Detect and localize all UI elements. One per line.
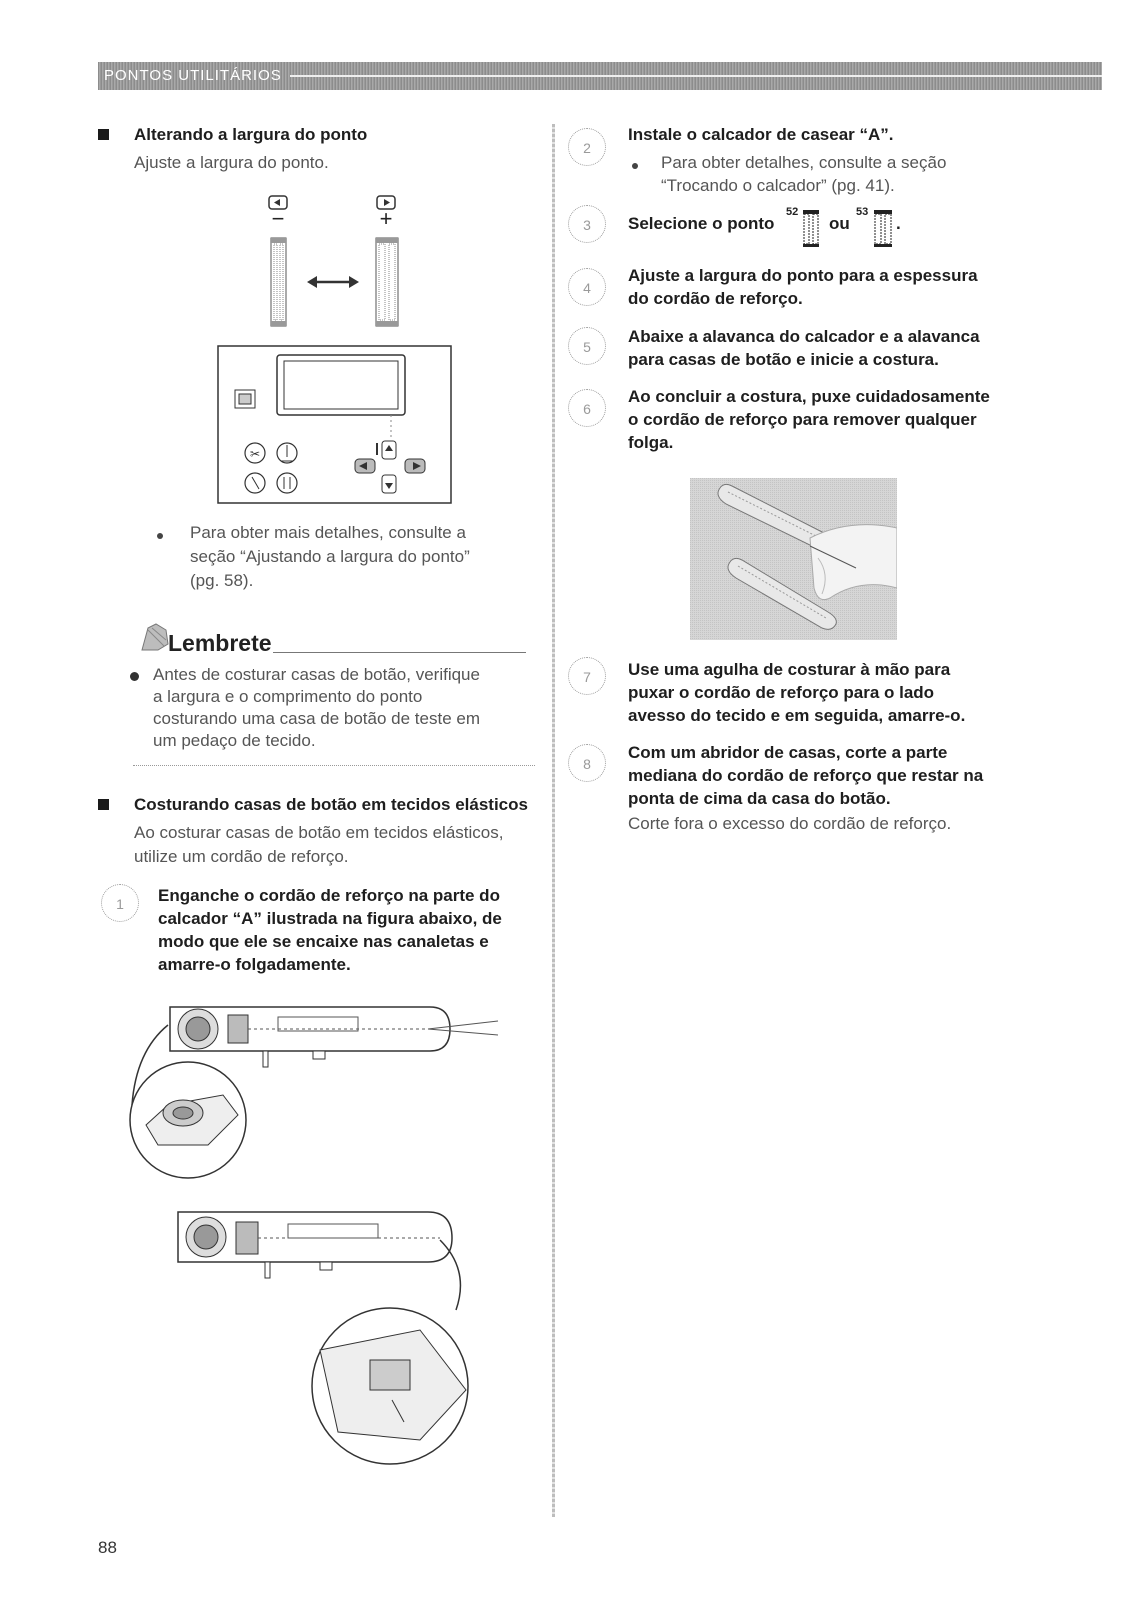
memo-line4: um pedaço de tecido.	[153, 731, 316, 750]
memo-end-rule	[133, 765, 535, 766]
section-intro-elastic-line2: utilize um cordão de reforço.	[134, 847, 349, 866]
step3-period: .	[896, 214, 901, 233]
step1-line1: Enganche o cordão de reforço na parte do	[158, 886, 500, 905]
width-plus-label: +	[379, 206, 393, 231]
step1-line2: calcador “A” ilustrada na figura abaixo, de	[158, 909, 502, 928]
step2-title: Instale o calcador de casear “A”.	[628, 125, 894, 144]
step2-note-line1: Para obter detalhes, consulte a seção	[661, 153, 947, 172]
step6-line2: o cordão de reforço para remover qualquer	[628, 410, 977, 429]
step-number-icon: 5	[568, 327, 606, 365]
section-header-line	[290, 75, 1102, 77]
section-title-elastic: Costurando casas de botão em tecidos elásticos	[134, 795, 528, 814]
step6-line3: folga.	[628, 433, 674, 452]
step-number-icon: 1	[101, 884, 139, 922]
bullet-dot	[632, 163, 638, 169]
section-title-width: Alterando a largura do ponto	[134, 125, 368, 144]
memo-icon	[138, 620, 172, 654]
buttonhole-foot-cord-illustration-2	[170, 1200, 500, 1530]
buttonhole-fabric-photo	[690, 478, 897, 640]
step-number-icon: 8	[568, 744, 606, 782]
step-number-icon: 6	[568, 389, 606, 427]
width-minus-label: −	[271, 206, 285, 231]
stitch-number-53: 53	[856, 206, 869, 218]
memo-line1: Antes de costurar casas de botão, verifique	[153, 665, 480, 684]
step7-line2: puxar o cordão de reforço para o lado	[628, 683, 935, 702]
step6-line1: Ao concluir a costura, puxe cuidadosamente	[628, 387, 990, 406]
memo-line3: costurando uma casa de botão de teste em	[153, 709, 480, 728]
step7-line3: avesso do tecido e em seguida, amarre-o.	[628, 706, 966, 725]
buttonhole-stitch-53-icon	[872, 208, 894, 248]
step-number-icon: 4	[568, 268, 606, 306]
section-intro-elastic-line1: Ao costurar casas de botão em tecidos elásticos,	[134, 823, 504, 842]
control-panel-icon	[217, 345, 452, 505]
svg-text:✂: ✂	[249, 447, 261, 461]
section-bullet-square	[98, 129, 109, 140]
width-note-line2: seção “Ajustando a largura do ponto”	[190, 547, 470, 566]
section-header-title: PONTOS UTILITÁRIOS	[104, 67, 282, 84]
step2-note-line2: “Trocando o calcador” (pg. 41).	[661, 176, 895, 195]
narrow-buttonhole-stitch-icon	[271, 238, 286, 326]
step3-text: Selecione o ponto	[628, 214, 775, 233]
column-divider	[552, 124, 555, 1517]
step5-line1: Abaixe a alavanca do calcador e a alavanca	[628, 327, 980, 346]
stitch-number-52: 52	[786, 206, 799, 218]
step1-line3: modo que ele se encaixe nas canaletas e	[158, 932, 489, 951]
section-bullet-square	[98, 799, 109, 810]
step5-line2: para casas de botão e inicie a costura.	[628, 350, 939, 369]
step8-line1: Com um abridor de casas, corte a parte	[628, 743, 948, 762]
buttonhole-foot-cord-illustration-1	[128, 995, 508, 1185]
step8-line3: ponta de cima da casa do botão.	[628, 789, 891, 808]
step-number-icon: 7	[568, 657, 606, 695]
step8-line2: mediana do cordão de reforço que restar na	[628, 766, 984, 785]
step3-or: ou	[829, 214, 850, 233]
step7-line1: Use uma agulha de costurar à mão para	[628, 660, 951, 679]
buttonhole-stitch-52-icon	[801, 208, 821, 248]
wide-buttonhole-stitch-icon	[376, 238, 398, 326]
width-note-line3: (pg. 58).	[190, 571, 254, 590]
memo-title: Lembrete	[168, 630, 272, 656]
step-number-icon: 3	[568, 205, 606, 243]
width-note-line1: Para obter mais detalhes, consulte a	[190, 523, 466, 542]
page-number: 88	[98, 1538, 117, 1557]
memo-line2: a largura e o comprimento do ponto	[153, 687, 423, 706]
step8-note: Corte fora o excesso do cordão de reforço.	[628, 814, 952, 833]
memo-title-rule	[273, 652, 526, 653]
step4-line1: Ajuste a largura do ponto para a espessura	[628, 266, 978, 285]
step-number-icon: 2	[568, 128, 606, 166]
step4-line2: do cordão de reforço.	[628, 289, 803, 308]
stitch-width-illustration	[255, 190, 415, 330]
bullet-dot	[157, 533, 163, 539]
memo-bullet-dot	[130, 672, 139, 681]
section-intro-width: Ajuste a largura do ponto.	[134, 153, 329, 172]
step1-line4: amarre-o folgadamente.	[158, 955, 351, 974]
double-arrow-icon	[307, 276, 359, 288]
